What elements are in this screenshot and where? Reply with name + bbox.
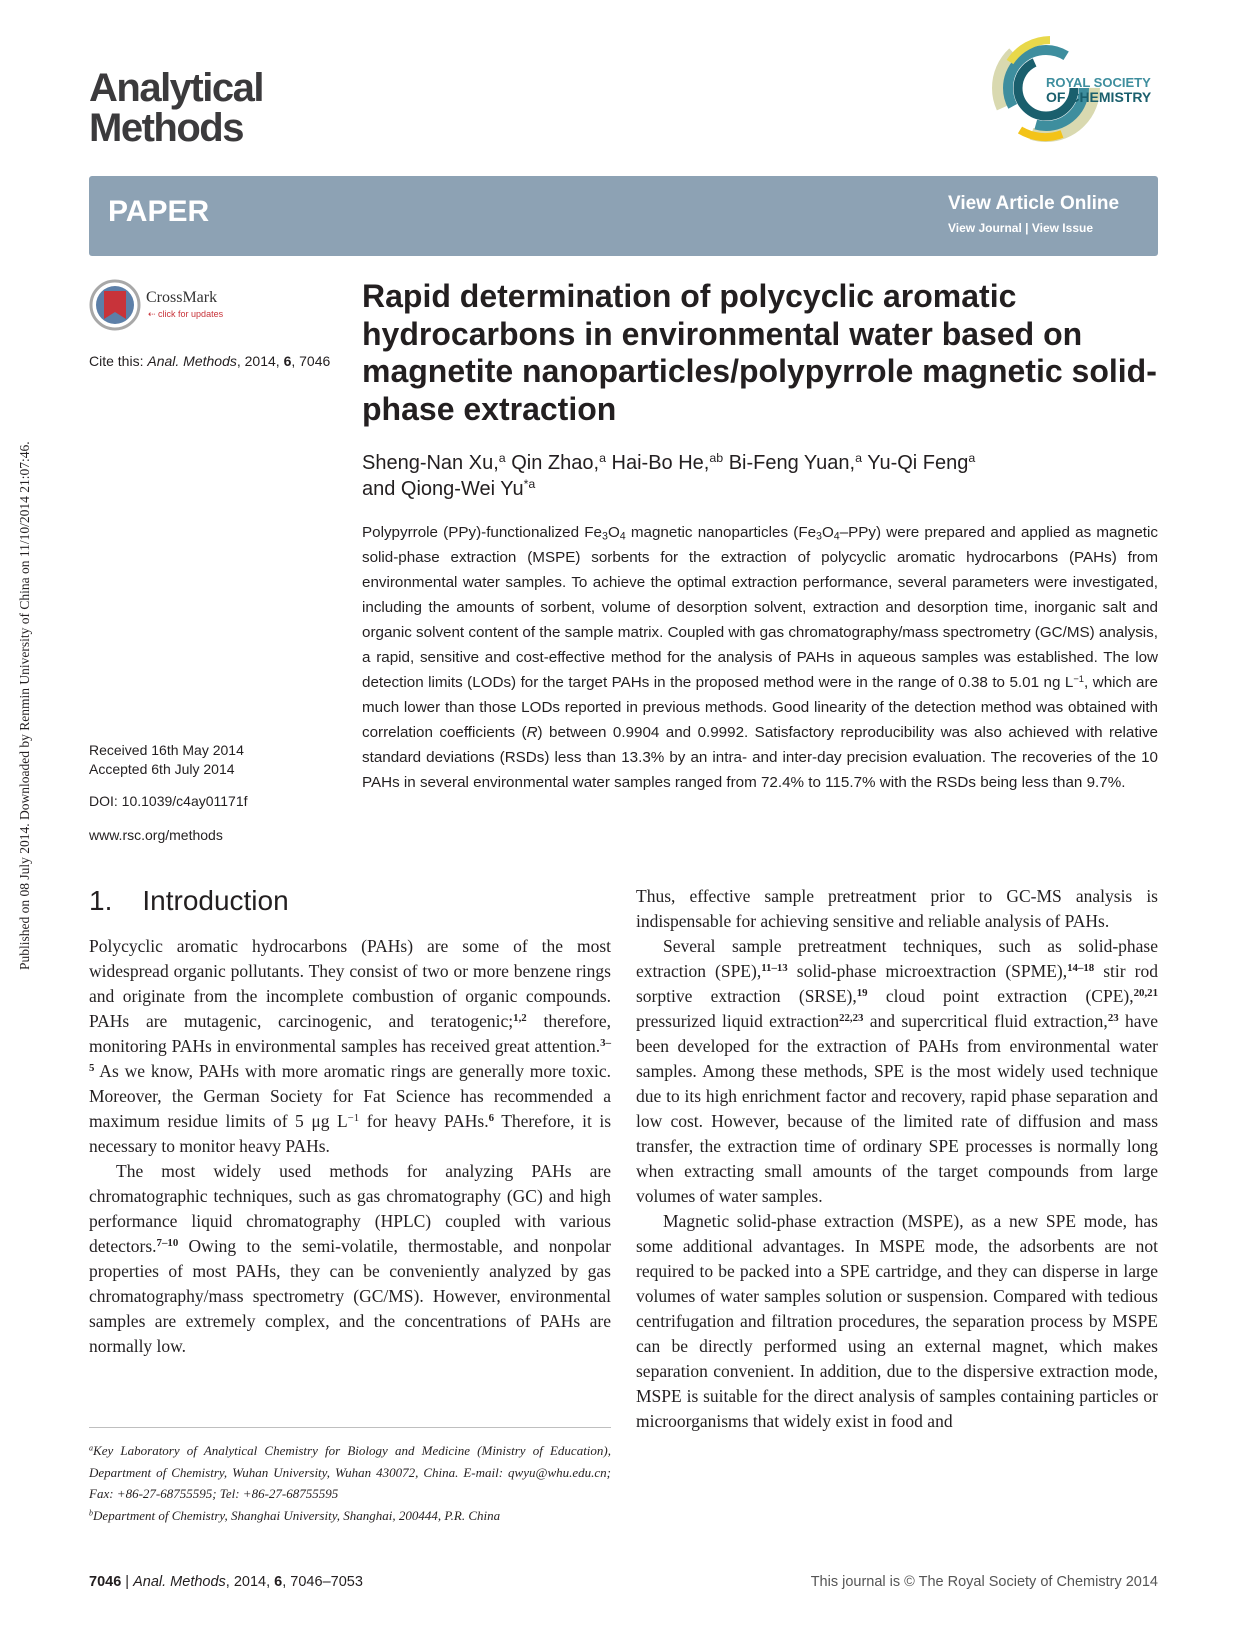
view-links bbox=[948, 221, 1093, 235]
view-article-online-link[interactable]: View Article Online bbox=[948, 193, 1120, 214]
view-issue-link[interactable]: View Issue bbox=[1031, 221, 1093, 235]
cite-volume: 6 bbox=[283, 353, 292, 369]
dates bbox=[89, 741, 244, 779]
footer-citation: 7046 | Anal. Methods, 2014, 6, 7046–7053 bbox=[89, 1574, 363, 1590]
journal-logo-line2: Methods bbox=[89, 106, 243, 150]
author[interactable]: Bi-Feng Yuan,$^a$ bbox=[728, 451, 862, 474]
affiliations bbox=[89, 1440, 611, 1526]
author[interactable]: Yu-Qi Feng$^a$ bbox=[867, 451, 976, 474]
paragraph: Several sample pretreatment techniques, such as solid-phase extraction (SPE),$^{11-13}$ solid-phase microextraction (SPME),$^{14-18}$ stir rod sorptive extraction (SRSE),$^{19}$ cloud point extraction (CPE),$^{20,21}$ pressurized liquid extraction$^{22,23}$ and supercritical fluid extraction,$^{23}$ have been developed for the extraction of PAHs from environmental water samples. Among these methods, SPE is the most widely used technique due to its high enrichment factor and recovery, rapid phase separation and low cost. However, because of the limited rate of diffusion and mass transfer, the extraction time of ordinary SPE processes is normally long when extracting small amounts of the target compounds from large volumes of water samples. bbox=[636, 936, 1158, 1206]
body-column-right bbox=[636, 884, 1158, 1434]
author-list bbox=[362, 450, 1162, 502]
ref-link[interactable]: 6 bbox=[488, 1112, 494, 1125]
section-heading-introduction bbox=[89, 885, 289, 917]
cite-prefix: Cite this: bbox=[89, 353, 148, 369]
affiliation-a: $^a$Key Laboratory of Analytical Chemistry for Biology and Medicine (Ministry of Education), Department of Chemistry, Wuhan University, Wuhan 430072, China. E-mail: qwyu@whu.edu.cn; Fax: +86-27-68755595; Tel: +86-27-68755595 bbox=[89, 1443, 611, 1501]
accepted-date: Accepted 6th July 2014 bbox=[89, 761, 235, 777]
doi[interactable]: DOI: 10.1039/c4ay01171f bbox=[89, 793, 248, 809]
ref-link[interactable]: 11–13 bbox=[761, 962, 788, 975]
arrow-left-icon: ⇠ bbox=[148, 309, 159, 319]
ref-link[interactable]: 23 bbox=[1107, 1012, 1119, 1025]
body-column-left bbox=[89, 934, 611, 1359]
journal-url-link[interactable]: www.rsc.org/methods bbox=[89, 827, 223, 843]
ref-link[interactable]: 22,23 bbox=[839, 1012, 864, 1025]
ref-link[interactable]: 20,21 bbox=[1133, 987, 1158, 1000]
rsc-line2: OF CHEMISTRY bbox=[1046, 89, 1152, 105]
crossmark-icon[interactable] bbox=[89, 279, 141, 331]
affiliation-b: $^b$Department of Chemistry, Shanghai University, Shanghai, 200444, P.R. China bbox=[89, 1507, 501, 1523]
journal-logo[interactable] bbox=[89, 68, 263, 148]
cite-page: , 7046 bbox=[291, 353, 331, 369]
rsc-line1: ROYAL SOCIETY bbox=[1046, 75, 1151, 90]
article-type-band bbox=[89, 176, 1158, 256]
abstract: Polypyrrole (PPy)-functionalized $Fe_3O_4$ magnetic nanoparticles $(Fe_3O_4-PPy)$ were prepared and applied as magnetic solid-phase extraction (MSPE) sorbents for the extraction of polycyclic aromatic hydrocarbons (PAHs) from environmental water samples. To achieve the optimal extraction performance, several parameters were investigated, including the amounts of sorbent, volume of desorption solvent, extraction and desorption time, inorganic salt and organic solvent content of the sample matrix. Coupled with gas chromatography/mass spectrometry (GC/MS) analysis, a rapid, sensitive and cost-effective method for the analysis of PAHs in aqueous samples was established. The low detection limits (LODs) for the target PAHs in the proposed method were in the range of 0.38 to 5.01 ng $L^{-1}$, which are much lower than those LODs reported in previous methods. Good linearity of the detection method was obtained with correlation coefficients (R) between 0.9904 and 0.9992. Satisfactory reproducibility was also achieved with relative standard deviations (RSDs) less than 13.3% by an intra- and inter-day precision evaluation. The recoveries of the 10 PAHs in several environmental water samples ranged from 72.4% to 115.7% with the RSDs being less than 9.7%. bbox=[362, 524, 1159, 791]
ref-link[interactable]: 7–10 bbox=[156, 1237, 179, 1250]
cite-this bbox=[89, 353, 330, 369]
ref-link[interactable]: 14–18 bbox=[1067, 962, 1095, 975]
view-journal-link[interactable]: View Journal bbox=[948, 221, 1022, 235]
author[interactable]: Sheng-Nan Xu,$^a$ bbox=[362, 451, 506, 474]
author[interactable]: Qin Zhao,$^a$ bbox=[511, 451, 606, 474]
crossmark-label[interactable]: CrossMark bbox=[146, 289, 218, 306]
footnote-divider bbox=[89, 1427, 611, 1428]
ref-link[interactable]: 19 bbox=[856, 987, 868, 1000]
paragraph: Magnetic solid-phase extraction (MSPE), as a new SPE mode, has some additional advantages. In MSPE mode, the adsorbents are not required to be packed into a SPE cartridge, and they can disperse in large volumes of water samples solution or suspension. Compared with tedious centrifugation and filtration procedures, the separation process by MSPE can be directly performed using an external magnet, which makes separation convenient. In addition, due to the dispersive extraction mode, MSPE is suitable for the direct analysis of samples containing particles or microorganisms that widely exist in food and bbox=[636, 1211, 1158, 1431]
download-note: Published on 08 July 2014. Downloaded by Renmin University of China on 11/10/2014 21:07:46. bbox=[17, 441, 32, 970]
page-number: 7046 bbox=[89, 1574, 122, 1590]
cite-year: , 2014, bbox=[236, 353, 284, 369]
section-number: 1. bbox=[89, 885, 113, 916]
crossmark-sub-text: click for updates bbox=[158, 309, 224, 319]
crossmark-sub[interactable] bbox=[148, 309, 223, 320]
paragraph: Polycyclic aromatic hydrocarbons (PAHs) are some of the most widespread organic pollutants. They consist of two or more benzene rings and originate from the incomplete combustion of organic compounds. PAHs are mutagenic, carcinogenic, and teratogenic;$^{1,2}$ therefore, monitoring PAHs in environmental samples has received great attention.$^{3-5}$ As we know, PAHs with more aromatic rings are generally more toxic. Moreover, the German Society for Fat Science has recommended a maximum residue limits of 5 μg $L^{-1}$ for heavy PAHs.$^6$ Therefore, it is necessary to monitor heavy PAHs. bbox=[89, 936, 612, 1156]
article-type: PAPER bbox=[108, 195, 210, 228]
view-links-separator: | bbox=[1021, 221, 1032, 235]
paragraph: The most widely used methods for analyzing PAHs are chromatographic techniques, such as gas chromatography (GC) and high performance liquid chromatography (HPLC) coupled with various detectors.$^{7-10}$ Owing to the semi-volatile, thermostable, and nonpolar properties of most PAHs, they can be conveniently analyzed by gas chromatography/mass spectrometry (GC/MS). However, environmental samples are extremely complex, and the concentrations of PAHs are normally low. bbox=[89, 1161, 611, 1356]
article-title: Rapid determination of polycyclic aromatic hydrocarbons in environmental water based on magnetite nanoparticles/polypyrrole magnetic solid-phase extraction bbox=[362, 278, 1157, 427]
paragraph: Thus, effective sample pretreatment prior to GC-MS analysis is indispensable for achieving sensitive and reliable analysis of PAHs. bbox=[636, 886, 1158, 931]
journal-logo-line1: Analytical bbox=[89, 66, 263, 110]
ref-link[interactable]: 1,2 bbox=[513, 1012, 527, 1025]
cite-journal: Anal. Methods bbox=[147, 353, 237, 369]
author[interactable]: and Qiong-Wei Yu$^{*a}$ bbox=[362, 477, 536, 500]
rsc-logo-text bbox=[1046, 76, 1151, 104]
footer-copyright: This journal is © The Royal Society of Chemistry 2014 bbox=[810, 1574, 1158, 1590]
ref-link[interactable]: 3–5 bbox=[89, 1037, 611, 1075]
received-date: Received 16th May 2014 bbox=[89, 742, 244, 758]
author[interactable]: Hai-Bo He,$^{ab}$ bbox=[611, 451, 724, 474]
section-title: Introduction bbox=[142, 885, 289, 916]
